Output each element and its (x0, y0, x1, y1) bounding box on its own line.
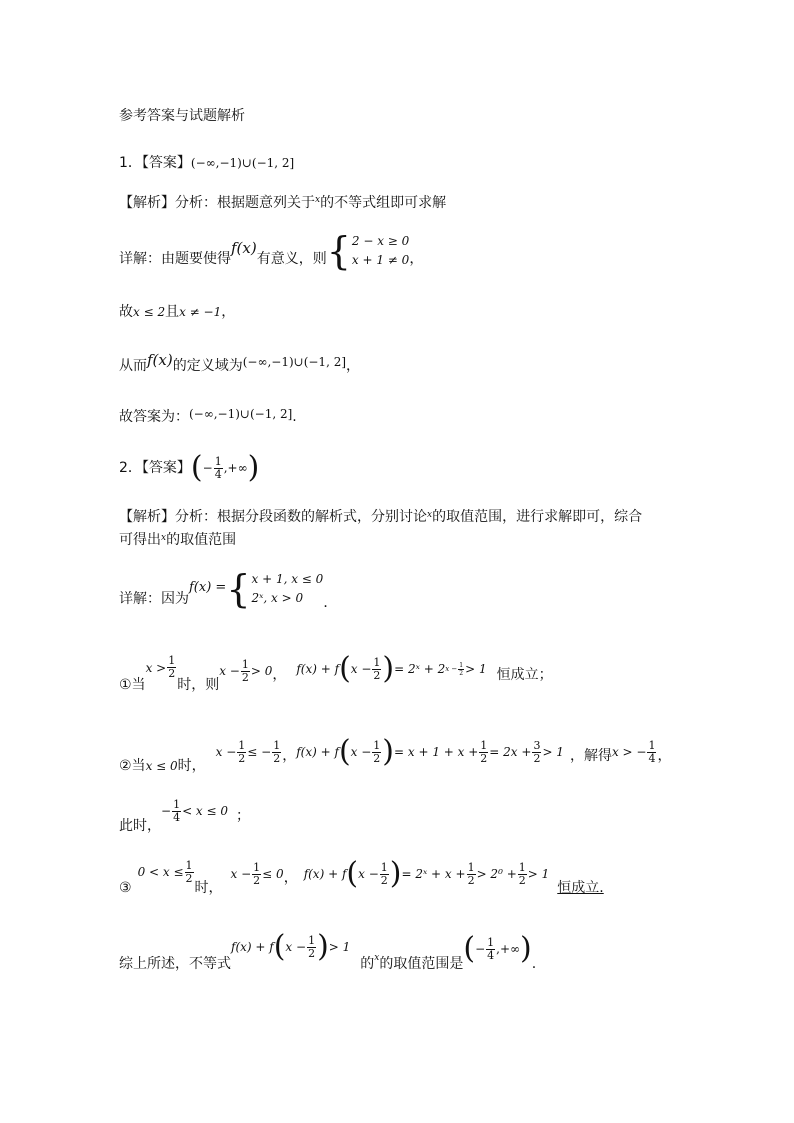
case1-inner-frac (372, 657, 381, 682)
q2-analysis-label: 【解析】 (119, 509, 175, 525)
case3-line (119, 858, 604, 898)
frac-den: 2 (467, 873, 475, 887)
q1-dom-val: (−∞,−1)∪(−1, 2] (242, 355, 347, 369)
right-paren-icon: ) (520, 931, 532, 966)
frac-num: 1 (373, 655, 381, 669)
case1-inner: x − (350, 662, 372, 676)
frac-den: 4 (214, 467, 222, 481)
left-brace-icon: { (326, 229, 351, 273)
summary-b: 的 (360, 956, 375, 972)
case2b-line (119, 796, 250, 836)
frac-num: 1 (373, 738, 381, 752)
frac-num: 1 (459, 661, 464, 669)
case1-frac (167, 655, 176, 680)
case1-cond: x > (145, 660, 167, 675)
frac-den: 2 (533, 751, 541, 765)
q1-fx: f(x) (231, 239, 257, 257)
case1-time: 时，则 (177, 677, 220, 693)
case2-sol: x > − (611, 745, 647, 759)
case3-le: ≤ 0 (262, 867, 284, 881)
case2-rhs-frac (479, 740, 488, 765)
left-brace-icon: { (226, 567, 251, 611)
case3-cond: 0 < x ≤ (137, 865, 184, 879)
frac-den: 2 (168, 667, 176, 680)
q2-answer-line (119, 451, 259, 485)
summary-line (119, 929, 537, 974)
q1-so-b: 且 (165, 304, 180, 320)
right-paren-icon: ) (317, 929, 329, 964)
q1-so-end: ， (221, 304, 236, 320)
case2-gt: > 1 (542, 745, 564, 759)
frac-den: 2 (518, 873, 526, 887)
q1-system-rows (352, 232, 409, 270)
case3-inner-frac (380, 862, 389, 887)
case1-exponent (445, 659, 465, 679)
q2-analysis-line2b: 的取值范围 (166, 532, 237, 548)
summary-minus: − (475, 942, 486, 956)
q2-piece-rows (252, 570, 324, 608)
case2-line (119, 736, 671, 776)
q1-dom-a: 从而 (119, 358, 147, 374)
frac-den: 2 (238, 751, 246, 765)
q1-analysis-line (119, 190, 446, 213)
left-paren-icon: ( (338, 734, 351, 769)
q1-system (326, 229, 410, 273)
summary-inner-frac (307, 935, 316, 960)
q2-analysis-var: x (427, 510, 433, 520)
frac-num: 1 (168, 654, 176, 667)
summary-inner: x − (285, 940, 307, 954)
case3-circ: ③ (119, 880, 132, 896)
frac-den: 4 (487, 948, 495, 962)
case2-cond: x ≤ 0 (145, 759, 178, 773)
frac-num: 1 (308, 933, 316, 947)
summary-var: x (374, 953, 380, 963)
q2-analysis-line1-text: 分析：根据分段函数的解析式，分别讨论 (175, 509, 427, 525)
q1-analysis-label: 【解析】 (119, 195, 175, 211)
case1-rhs: = 2ˣ + 2 (394, 662, 446, 676)
frac-num: 1 (380, 860, 388, 874)
q1-answer: (−∞,−1)∪(−1, 2] (190, 156, 295, 170)
page-title (119, 106, 245, 126)
q2-analysis-line1 (119, 505, 642, 527)
summary-tail: ,+∞ (496, 942, 521, 956)
case1-expr: f(x) + f (296, 662, 340, 676)
case3-frac (185, 860, 194, 885)
case1-then-frac (241, 659, 250, 684)
q1-sys-row1: 2 − x ≥ 0 (351, 234, 410, 248)
q1-dom-b: 的定义域为 (172, 358, 243, 374)
q2-piece2: 2ˣ, x > 0 (251, 591, 304, 605)
frac-den: 2 (459, 669, 464, 677)
case2-end: ， (657, 748, 672, 764)
q2-ans-frac (214, 456, 223, 481)
frac-num: 3 (533, 738, 541, 752)
frac-den: 2 (185, 871, 193, 885)
q1-cond2: x ≠ −1 (179, 305, 222, 319)
case3-end: 恒成立. (557, 880, 604, 896)
q2-detail-end: ． (323, 595, 338, 611)
q2-detail-a: 详解：因为 (119, 591, 189, 607)
case2-sol-frac (647, 740, 656, 765)
frac-den: 2 (373, 668, 381, 682)
title-text: 参考答案与试题解析 (119, 108, 245, 124)
case3-inner: x − (358, 867, 379, 881)
q1-analysis-text-b: 的不等式组即可求解 (320, 195, 447, 211)
summary-frac (486, 937, 495, 962)
q2-analysis-line1b: 的取值范围，进行求解即可，综合 (432, 509, 643, 525)
frac-num: 1 (273, 738, 281, 752)
frac-den: 2 (253, 873, 261, 887)
q1-detail-b: 有意义，则 (256, 251, 327, 267)
frac-den: 2 (241, 670, 249, 684)
q1-analysis-var: x (315, 195, 321, 205)
case2-solve: ，解得 (569, 748, 612, 764)
case2-circ: ②当 (119, 758, 146, 774)
q1-so-a: 故 (119, 304, 133, 320)
q2-analysis-line2a: 可得出 (119, 532, 161, 548)
q1-label: 1．【答案】 (119, 155, 191, 171)
frac-num: 1 (480, 738, 488, 752)
q2-ans-tail: ,+∞ (223, 461, 248, 475)
frac-num: 1 (238, 738, 246, 752)
summary-expr: f(x) + f (231, 940, 274, 954)
q1-detail-line (119, 229, 424, 273)
case1-then-tail: > 0 (250, 664, 273, 678)
frac-num: 1 (173, 797, 181, 811)
frac-num: 1 (518, 860, 526, 874)
q1-dom-end: ， (346, 358, 361, 374)
q1-detail-a: 详解：由题要使得 (119, 251, 231, 267)
q2-ans-minus: − (202, 461, 213, 475)
case3-gt: > 1 (527, 867, 550, 881)
case2-frac-b (272, 740, 281, 765)
frac-num: 1 (648, 738, 656, 752)
q1-final-val: (−∞,−1)∪(−1, 2] (189, 407, 293, 421)
right-paren-icon: ) (389, 856, 402, 891)
q1-so-line (119, 302, 235, 322)
case1-gt: > 1 (465, 662, 487, 676)
frac-num: 1 (214, 454, 222, 468)
case2-frac-a (237, 740, 246, 765)
q1-final-a: 故答案为： (119, 409, 189, 425)
case2-time: 时， (177, 758, 206, 774)
case3-then: x − (230, 867, 252, 881)
q1-cond1: x ≤ 2 (133, 305, 166, 319)
frac-den: 2 (308, 946, 316, 960)
case2-inner: x − (350, 745, 372, 759)
case1-exp: x − (445, 665, 458, 673)
case3-rhs2: > 2⁰ + (476, 867, 517, 881)
summary-a: 综上所述，不等式 (119, 956, 231, 972)
frac-den: 2 (380, 873, 388, 887)
case3-rhs: = 2ˣ + x + (401, 867, 466, 881)
frac-den: 2 (373, 751, 381, 765)
q2-detail-line (119, 567, 338, 613)
summary-c: 的取值范围是 (379, 956, 464, 972)
left-paren-icon: ( (346, 856, 359, 891)
frac-num: 1 (487, 935, 495, 949)
q2-piecewise (226, 567, 324, 611)
left-paren-icon: ( (190, 450, 203, 485)
case3-expr: f(x) + f (303, 867, 347, 881)
frac-num: 1 (467, 860, 475, 874)
q1-final-line (119, 404, 297, 427)
case3-rhs2-frac (518, 862, 527, 887)
frac-num: 1 (253, 860, 261, 874)
case2-then: x − (215, 745, 237, 759)
case2b-min: − (161, 804, 172, 818)
frac-num: 1 (185, 858, 193, 872)
frac-den: 4 (648, 751, 656, 765)
frac-den: 4 (173, 810, 181, 824)
q2-label: 2．【答案】 (119, 460, 191, 476)
case2-inner-frac (372, 740, 381, 765)
case2-rhs2-frac (532, 740, 541, 765)
left-paren-icon: ( (339, 651, 351, 686)
case3-time: 时， (194, 880, 223, 896)
case2-le: ≤ − (247, 745, 272, 759)
case2b-end: ； (236, 808, 251, 824)
right-paren-icon: ) (247, 450, 260, 485)
q1-answer-line (119, 153, 294, 173)
frac-den: 2 (480, 751, 488, 765)
summary-end: . (531, 956, 537, 972)
q1-analysis-text-a: 分析：根据题意列关于 (175, 195, 315, 211)
left-paren-icon: ( (273, 929, 286, 964)
q1-dom-fx: f(x) (147, 351, 173, 369)
case1-circ: ①当 (119, 677, 146, 693)
case3-then-frac (252, 862, 261, 887)
q1-domain-line (119, 350, 360, 376)
case2b-a: 此时， (119, 818, 161, 834)
q1-final-end: . (292, 409, 297, 425)
case1-end: 恒成立； (496, 667, 553, 683)
left-paren-icon: ( (463, 931, 476, 966)
frac-num: 1 (241, 657, 249, 671)
right-paren-icon: ) (382, 734, 395, 769)
case2-rhs: = x + 1 + x + (394, 745, 479, 759)
case2b-frac (172, 799, 181, 824)
q1-sys-row2: x + 1 ≠ 0 (351, 253, 410, 267)
summary-gt: > 1 (328, 940, 351, 954)
case2b-tail: < x ≤ 0 (182, 804, 229, 818)
q2-analysis-var2: x (161, 533, 167, 543)
case2-expr: f(x) + f (296, 745, 339, 759)
case3-rhs-frac (467, 862, 476, 887)
q1-comma: ， (409, 251, 424, 267)
case1-line (119, 651, 553, 695)
right-paren-icon: ) (382, 651, 395, 686)
case2-comma: ， (282, 748, 297, 764)
case1-exp-frac (458, 662, 464, 677)
case2-rhs2: = 2x + (489, 745, 532, 759)
q2-analysis-line2 (119, 528, 236, 550)
q2-fx-def: f(x) = (189, 580, 227, 595)
frac-den: 2 (273, 751, 281, 765)
case3-comma: ， (283, 870, 298, 886)
case1-comma: ， (272, 667, 287, 683)
case1-then: x − (219, 664, 240, 678)
q2-piece1: x + 1, x ≤ 0 (251, 572, 324, 586)
